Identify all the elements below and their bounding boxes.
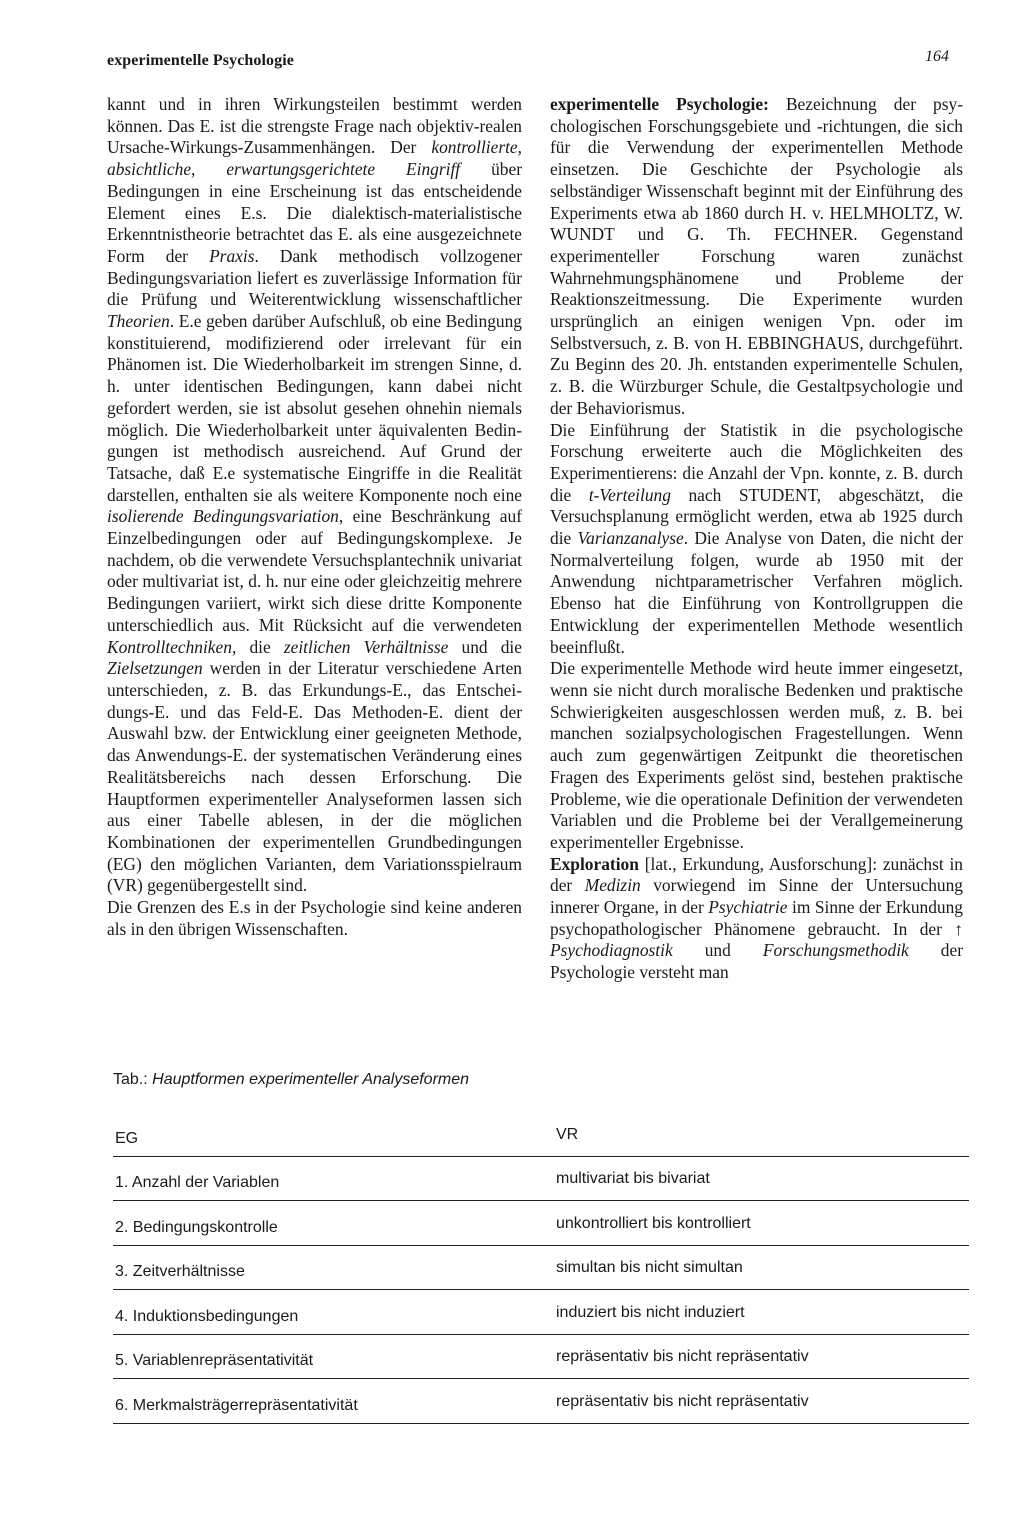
table-header-row xyxy=(113,1112,969,1157)
table-row xyxy=(113,1246,969,1291)
analysis-forms-table xyxy=(113,1112,969,1424)
table-cell-eg: 2. Bedingungskontrolle xyxy=(115,1218,278,1236)
paragraph: experimentelle Psychologie: Bezeichnung der psychologischen Forschungsgebiete und -richtungen, die sich für die Verwendung der experimentellen Methode einsetzen. Die Geschichte der Psychologie als selbständiger Wissenschaft beginnt mit der Einführung des Experiments etwa ab 1860 durch H. v. HELMHOLTZ, W. WUNDT und G. Th. FECHNER. Gegenstand experimenteller Forschung waren zunächst Wahrnehmungsphänomene und Probleme der Reaktionszeitmessung. Die Experimente wurden ursprünglich an einigen wenigen Vpn. oder im Selbstversuch, z. B. von H. EBBINGHAUS, durchgeführt. Zu Beginn des 20. Jh. entstanden experimentelle Schulen, z. B. die Würzburger Schule, die Gestaltpsychologie und der Behaviorismus. xyxy=(550,94,963,418)
table-row xyxy=(113,1379,969,1424)
table-cell-vr: repräsentativ bis nicht repräsentativ xyxy=(556,1348,809,1365)
table-cell-eg: 6. Merkmalsträgerrepräsentativität xyxy=(115,1396,358,1414)
table-caption xyxy=(113,1071,469,1089)
table-header-eg: EG xyxy=(115,1129,139,1147)
table-caption-prefix: Tab.: xyxy=(113,1071,153,1088)
table-cell-vr: simultan bis nicht simultan xyxy=(556,1259,743,1276)
paragraph: kannt und in ihren Wirkungsteilen bestimmt werden können. Das E. ist die strengste Frage nach objektiv-realen Ursache-Wirkungs-Zusammenhängen. Der kontrollierte, absichtliche, erwartungsgerichtete Eingriff über Bedingungen in eine Erscheinung ist das entscheidende Element eines E.s. Die dialektisch-materialistische Erkenntnistheorie betrachtet das E. als eine ausgezeichnete Form der Praxis. Dank methodisch vollzogener Bedingungsvariation liefert es zuverlässige Information für die Prüfung und Weiterentwicklung wissenschaftlicher Theorien. E.e geben darüber Aufschluß, ob eine Bedingung konstituierend, modifizierend oder irrelevant für ein Phänomen ist. Die Wiederholbarkeit im strengen Sinne, d. h. unter identischen Bedingungen, kann dabei nicht gefordert werden, sie ist absolut gesehen ohnehin niemals möglich. Die Wiederholbarkeit unter äquivalenten Bedingungen ist methodisch ausreichend. Auf Grund der Tatsache, daß E.e systematische Eingriffe in die Realität darstellen, enthalten sie als weitere Komponente noch eine isolierende Bedingungsvariation, eine Beschränkung auf Einzelbedingungen oder auf Bedingungskomplexe. Je nachdem, ob die verwendete Versuchsplantechnik univariat oder multivariat ist, d. h. nur eine oder gleichzeitig mehrere Bedingungen variiert, wirkt sich diese dritte Komponente unterschiedlich aus. Mit Rücksicht auf die verwendeten Kontrolltechniken, die zeitlichen Verhältnisse und die Zielsetzungen werden in der Literatur verschiedene Arten unterschieden, z. B. das Erkundungs-E., das Entscheidungs-E. und das Feld-E. Das Methoden-E. dient der Auswahl bzw. der Entwicklung einer geeigneten Methode, das Anwendungs-E. der systematischen Veränderung eines Realitätsbereichs nach dessen Erforschung. Die Hauptformen experimenteller Analyseformen lassen sich aus einer Tabelle ablesen, in der die möglichen Kombinationen der experimentellen Grundbedingungen (EG) den möglichen Varianten, dem Variationsspielraum (VR) gegenübergestellt sind. xyxy=(107,94,523,896)
table-header-vr: VR xyxy=(556,1125,579,1143)
table-cell-eg: 4. Induktionsbedingungen xyxy=(115,1307,299,1325)
table-cell-vr: multivariat bis bivariat xyxy=(556,1170,710,1187)
page-number: 164 xyxy=(925,48,949,65)
table-cell-eg: 1. Anzahl der Variablen xyxy=(115,1174,280,1191)
table-cell-vr: repräsentativ bis nicht repräsentativ xyxy=(556,1392,809,1410)
table-row xyxy=(113,1157,969,1202)
table-caption-title: Hauptformen experimenteller Analyseformen xyxy=(152,1071,470,1088)
paragraph: Exploration [lat., Erkundung, Ausforschung]: zunächst in der Medizin vorwiegend im Sinne der Untersuchung innerer Organe, in der Psychiatrie im Sinne der Erkundung psychopathologischer Phänomene gebraucht. In der ↑ Psychodiagnostik und Forschungsmethodik der Psychologie versteht man xyxy=(550,853,964,983)
paragraph: Die experimentelle Methode wird heute immer eingesetzt, wenn sie nicht durch moralische Bedenken und praktische Schwierigkeiten ausgeschlossen werden muß, z. B. bei manchen sozialpsychologischen Fragestellungen. Wenn auch zum gegenwärtigen Zeitpunkt die theoretischen Fragen des Experiments gelöst sind, bestehen praktische Probleme, wie die operationale Definition der verwendeten Variablen und die Probleme bei der Verallgemeinerung experimenteller Ergebnisse. xyxy=(550,658,963,852)
running-header: experimentelle Psychologie xyxy=(107,52,294,69)
table-row xyxy=(113,1290,969,1335)
left-column xyxy=(107,94,522,940)
paragraph: Die Grenzen des E.s in der Psychologie sind keine anderen als in den übrigen Wissenschaften. xyxy=(107,897,522,939)
table-cell-vr: induziert bis nicht induziert xyxy=(556,1303,745,1321)
paragraph: Die Einführung der Statistik in die psychologische Forschung erweiterte auch die Möglichkeiten des Experimentierens: die Anzahl der Vpn. konnte, z. B. durch die t-Verteilung nach STUDENT, abgeschätzt, die Versuchsplanung ermöglicht werden, etwa ab 1925 durch die Varianzanalyse. Die Analyse von Daten, die nicht der Normalverteilung folgen, wurde ab 1950 mit der Anwendung nichtparametrischer Verfahren möglich. Ebenso hat die Einführung von Kontrollgruppen die Entwicklung der experimentellen Methode wesentlich beeinflußt. xyxy=(550,419,964,657)
table-cell-eg: 3. Zeitverhältnisse xyxy=(115,1263,245,1280)
table-row xyxy=(113,1335,969,1380)
table-row xyxy=(113,1201,969,1246)
table-cell-vr: unkontrolliert bis kontrolliert xyxy=(556,1214,751,1232)
right-column xyxy=(550,94,963,984)
table-cell-eg: 5. Variablenrepräsentativität xyxy=(115,1352,314,1369)
